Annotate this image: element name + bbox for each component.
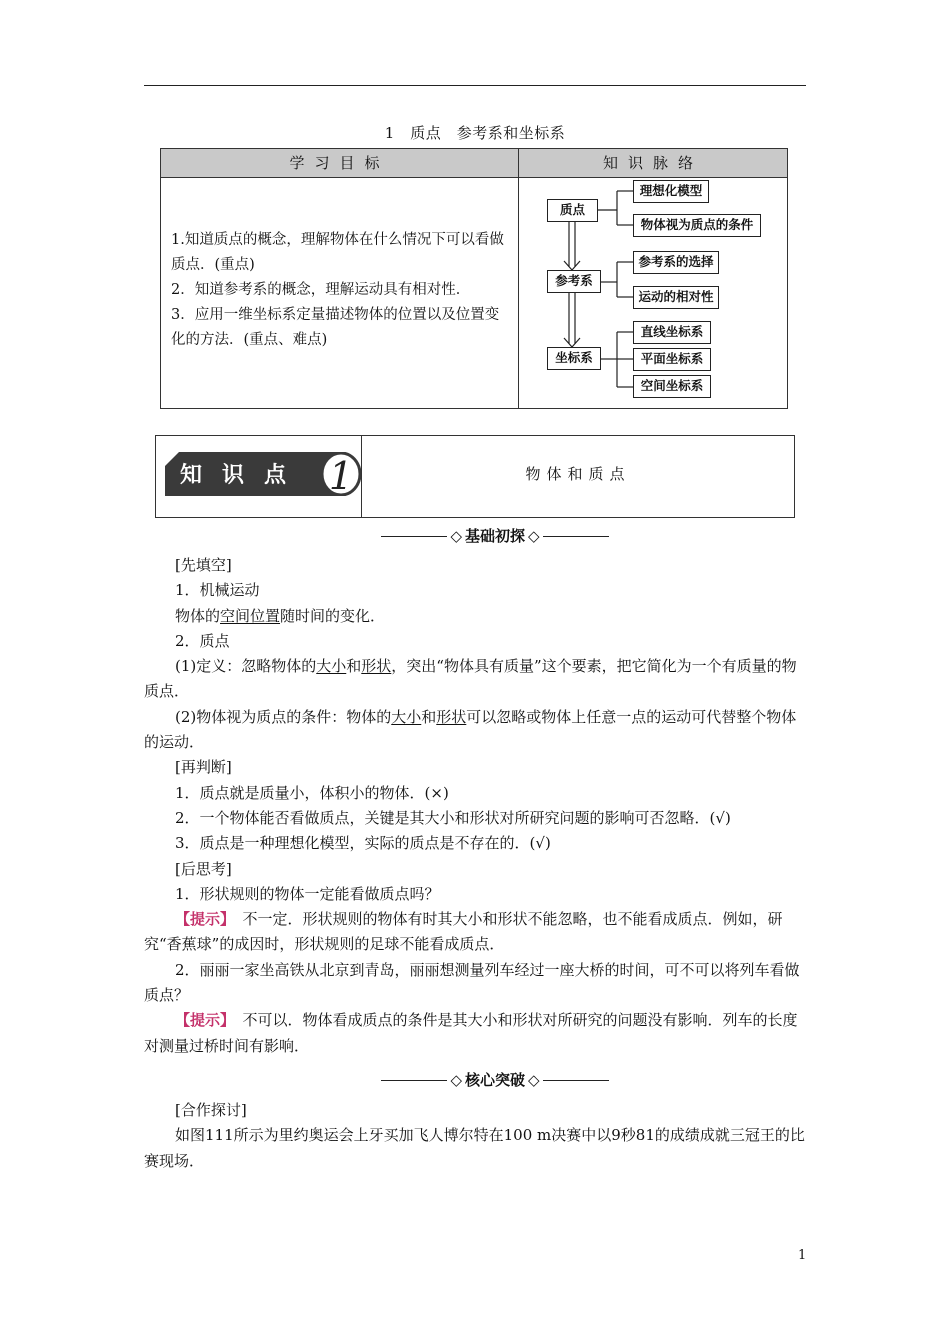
answer: 【提示】 不可以．物体看成质点的条件是其大小和形状对所研究的问题没有影响．列车的长度对测量过桥时间有影响． [144,1011,798,1055]
hint-label: 【提示】 [175,1011,228,1030]
page-number: 1 [798,1248,807,1263]
paragraph: (2)物体视为质点的条件：物体的大小和形状可以忽略或物体上任意一点的运动可代替整个物体的运动． [144,707,797,752]
map-node: 运动的相对性 [633,286,719,309]
knowledge-map-header: 知识脉络 [519,149,787,178]
section-header-basics: ◇ 基础初探 ◇ [360,525,630,546]
knowledge-point-title: 物体和质点 [525,465,631,483]
subheading: [合作探讨] [175,1101,247,1119]
map-node-particle: 质点 [547,199,598,222]
question: 1．形状规则的物体一定能看做质点吗？ [175,884,440,903]
objectives-table [160,148,788,409]
item-heading: 2．质点 [175,631,230,650]
subheading: [再判断] [175,758,232,777]
paragraph: 物体的空间位置随时间的变化． [175,606,386,625]
map-node-reference-frame: 参考系 [547,270,601,293]
header-rule [144,85,806,86]
map-node: 理想化模型 [633,180,709,203]
judgement-item: 1．质点就是质量小，体积小的物体．(×) [175,783,449,802]
map-node: 平面坐标系 [633,348,711,371]
item-heading: 1．机械运动 [175,581,260,600]
map-node: 直线坐标系 [633,321,711,344]
answer: 【提示】 不一定．形状规则的物体有时其大小和形状不能忽略，也不能看成质点．例如，研究“香蕉球”的成因时，形状规则的足球不能看成质点． [144,910,783,954]
subheading: [先填空] [175,556,232,574]
subheading: [后思考] [175,859,232,878]
paragraph: (1)定义：忽略物体的大小和形状，突出“物体具有质量”这个要素，把它简化为一个有质量的物质点． [144,657,797,701]
badge-label: 知识点 [180,463,307,488]
section-header-text: 基础初探 [464,527,525,545]
objective-item: 1.知道质点的概念，理解物体在什么情况下可以看做质点．(重点) [171,232,504,273]
question: 2．丽丽一家坐高铁从北京到青岛，丽丽想测量列车经过一座大桥的时间，可不可以将列车看做质点？ [144,960,800,1005]
section-header-text: 核心突破 [464,1071,525,1089]
badge-number: 1 [328,454,354,496]
judgement-item: 3．质点是一种理想化模型，实际的质点是不存在的．(√) [175,834,551,853]
basics-content [144,553,806,1059]
map-node: 参考系的选择 [633,251,719,274]
paragraph: 如图111所示为里约奥运会上牙买加飞人博尔特在100 m决赛中以9秒81的成绩成就三冠王的比赛现场． [144,1126,805,1170]
lesson-title: 1 质点 参考系和坐标系 [384,124,566,142]
hint-label: 【提示】 [175,910,228,929]
map-node: 物体视为质点的条件 [633,214,761,237]
knowledge-point-banner [155,435,795,518]
map-node: 空间坐标系 [633,375,711,398]
map-node-coordinate-system: 坐标系 [547,347,601,370]
section-header-core: ◇ 核心突破 ◇ [360,1069,630,1090]
judgement-item: 2．一个物体能否看做质点，关键是其大小和形状对所研究问题的影响可否忽略．(√) [175,808,731,827]
objectives-header: 学习目标 [161,149,519,178]
core-content [144,1098,806,1174]
objective-item: 2．知道参考系的概念，理解运动具有相对性． [171,282,471,298]
objective-item: 3．应用一维坐标系定量描述物体的位置以及位置变化的方法．(重点、难点) [171,307,500,348]
